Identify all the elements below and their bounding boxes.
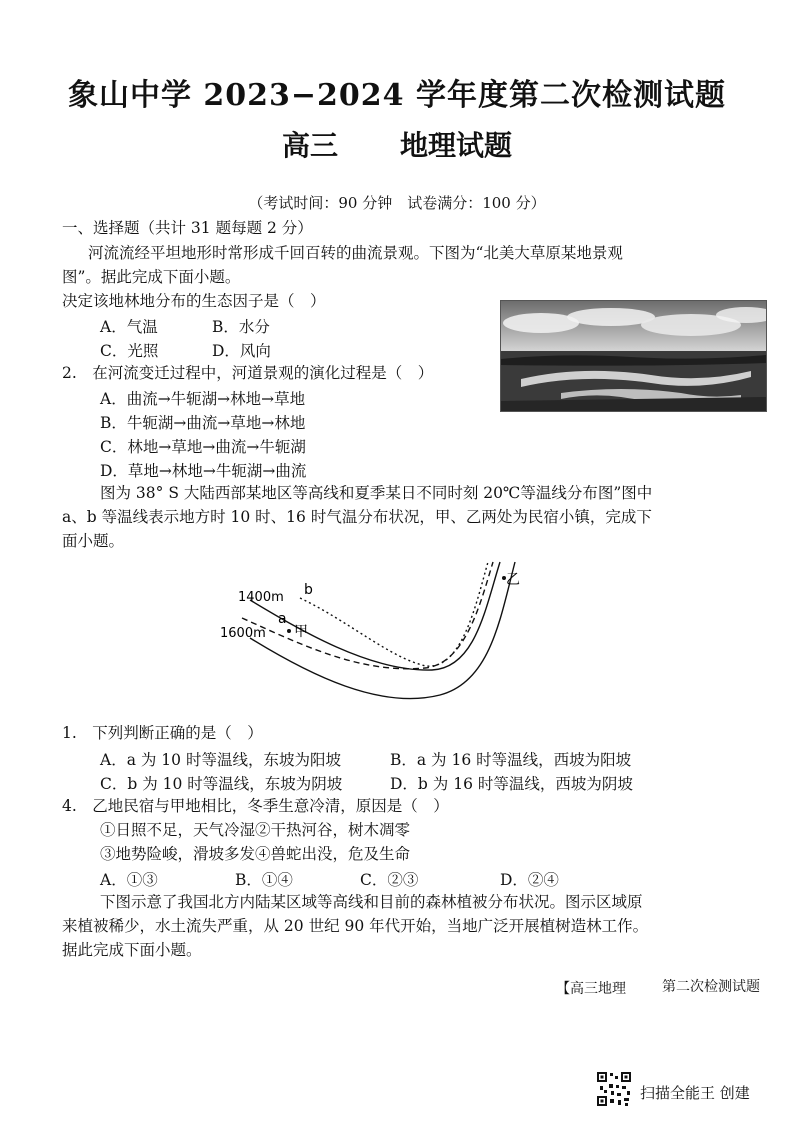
footer-right-tag: 第二次检测试题 [662, 979, 760, 995]
label-a: a [278, 611, 287, 627]
q4-stem: 4. 乙地民宿与甲地相比，冬季生意冷清，原因是（ ） [62, 797, 449, 815]
exam-subtitle [0, 124, 794, 164]
intro3-line2: 来植被稀少，水土流失严重，从 20 世纪 90 年代开始，当地广泛开展植树造林工作。 [62, 917, 649, 935]
intro3-line3: 据此完成下面小题。 [62, 941, 202, 959]
q1-stem: 决定该地林地分布的生态因子是（ ） [62, 292, 326, 310]
q3-option-d: D．b 为 16 时等温线，西坡为阴坡 [390, 775, 633, 793]
exam-title: 象山中学 2023−2024 学年度第二次检测试题 [67, 78, 727, 113]
q2-option-a: A．曲流→牛轭湖→林地→草地 [100, 390, 306, 408]
landscape-image [501, 301, 766, 411]
q1-option-c: C．光照 [100, 342, 159, 360]
q4-option-d: D．②④ [500, 871, 559, 889]
grade-label: 高三 [281, 129, 338, 162]
q4-statement-line2: ③地势险峻，滑坡多发④兽蛇出没，危及生命 [100, 845, 411, 863]
q1-option-d: D．风向 [212, 342, 271, 360]
q2-stem: 2. 在河流变迁过程中，河道景观的演化过程是（ ） [62, 364, 434, 382]
qr-code-icon [596, 1071, 632, 1107]
footer-left-tag: 【高三地理 [556, 981, 626, 997]
q1-option-b: B．水分 [212, 318, 270, 336]
intro3-line1: 下图示意了我国北方内陆某区域等高线和目前的森林植被分布状况。图示区域原 [100, 893, 643, 911]
q1-option-a: A．气温 [100, 318, 158, 336]
point-jia-marker [287, 629, 291, 633]
q4-option-c: C．②③ [360, 871, 419, 889]
q4-option-b: B．①④ [235, 871, 293, 889]
q3-option-c: C．b 为 10 时等温线，东坡为阴坡 [100, 775, 343, 793]
intro1-line2: 图”。据此完成下面小题。 [62, 268, 241, 286]
label-jia: 甲 [294, 624, 308, 640]
subject-label: 地理试题 [400, 129, 513, 162]
intro2-line1: 图为 38° S 大陆西部某地区等高线和夏季某日不同时刻 20℃等温线分布图”图中 [100, 484, 653, 502]
intro1-line1: 河流流经平坦地形时常形成千回百转的曲流景观。下图为“北美大草原某地景观 [88, 244, 623, 262]
q3-stem: 1. 下列判断正确的是（ ） [62, 724, 263, 742]
q2-option-c: C．林地→草地→曲流→牛轭湖 [100, 438, 306, 456]
label-1600m: 1600m [220, 626, 266, 641]
grassland-landscape-photo [500, 300, 767, 412]
intro2-line3: 面小题。 [62, 532, 125, 550]
q2-option-d: D．草地→林地→牛轭湖→曲流 [100, 462, 307, 480]
q4-option-a: A．①③ [100, 871, 158, 889]
isotherm-b-line [300, 562, 488, 666]
scanner-watermark-text: 扫描全能王 创建 [640, 1084, 750, 1102]
q3-option-b: B．a 为 16 时等温线，西坡为阳坡 [390, 751, 632, 769]
exam-info: （考试时间：90 分钟 试卷满分：100 分） [248, 194, 546, 212]
label-yi: 乙 [506, 572, 520, 588]
contour-1400m-line [250, 562, 500, 670]
q2-option-b: B．牛轭湖→曲流→草地→林地 [100, 414, 306, 432]
contour-isotherm-diagram [200, 560, 540, 710]
q3-option-a: A．a 为 10 时等温线，东坡为阳坡 [100, 751, 341, 769]
q4-statement-line1: ①日照不足，天气冷湿②干热河谷，树木凋零 [100, 821, 411, 839]
label-b: b [304, 582, 313, 598]
section-heading: 一、选择题（共计 31 题每题 2 分） [62, 219, 313, 237]
intro2-line2: a、b 等温线表示地方时 10 时、16 时气温分布状况，甲、乙两处为民宿小镇，完成下 [62, 508, 652, 526]
label-1400m: 1400m [238, 590, 284, 605]
